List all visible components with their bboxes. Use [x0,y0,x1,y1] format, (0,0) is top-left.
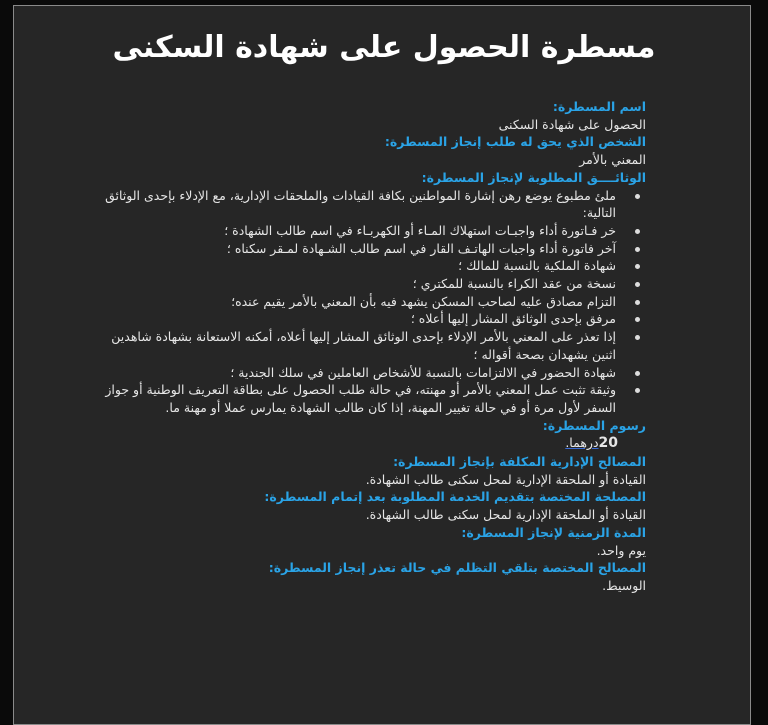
service-delivery-label: المصلحة المختصة بتقديم الخدمة المطلوبة بعد إتمام المسطرة: [264,489,646,505]
complaints-value: الوسيط. [602,577,646,593]
admin-services-label: المصالح الإدارية المكلفة بإنجاز المسطرة: [393,454,646,470]
fees-value [86,434,646,453]
list-item: ملئ مطبوع يوضع رهن إشارة المواطنين بكافة القيادات والملحقات الإدارية، مع الإدلاء بإحدى الوثائق التالية: [86,187,616,222]
fee-unit: درهما. [565,435,599,451]
procedure-name-label: اسم المسطرة: [552,99,646,114]
page-title: مسطرة الحصول على شهادة السكنى [112,30,656,65]
list-item: آخر فاتورة أداء واجبات الهاتـف القار في اسم طالب الشـهادة لمـقر سكناه ؛ [86,240,616,258]
complaints-label: المصالح المختصة بتلقي التظلم في حالة تعذر إنجاز المسطرة: [268,560,646,576]
required-documents-label: الوثائــــق المطلوبة لإنجاز المسطرة: [421,169,646,185]
required-documents-list [86,187,646,417]
fee-amount: 20 [598,435,618,452]
eligible-person-label: الشخص الذي يحق له طلب إنجاز المسطرة: [384,134,646,150]
eligible-person-value: المعني بالأمر [579,152,646,168]
list-item: نسخة من عقد الكراء بالنسبة للمكتري ؛ [86,275,616,293]
list-item: شهادة الحضور في الالتزامات بالنسبة للأشخاص العاملين في سلك الجندية ؛ [86,364,616,382]
procedure-name-value: الحصول على شهادة السكنى [498,116,646,132]
duration-value: يوم واحد. [596,542,646,558]
fees-label: رسوم المسطرة: [542,417,646,433]
list-item: وثيقة تثبت عمل المعني بالأمر أو مهنته، في حالة طلب الحصول على بطاقة التعريف الوطنية أو جواز السفر لأول مرة أو في حالة تغيير المهنة، إذا كان طالب الشهادة يمارس عملا أو مهنة ما. [86,381,616,416]
list-item: شهادة الملكية بالنسبة للمالك ؛ [86,257,616,275]
list-item: خر فـاتورة أداء واجبـات استهلاك المـاء أو الكهربـاء في اسم طالب الشهادة ؛ [86,222,616,240]
duration-label: المدة الزمنية لإنجاز المسطرة: [461,524,646,540]
list-item: التزام مصادق عليه لصاحب المسكن يشهد فيه بأن المعني بالأمر يقيم عنده؛ [86,293,616,311]
document-panel [13,5,751,725]
procedure-content [86,98,646,595]
list-item: مرفق بإحدى الوثائق المشار إليها أعلاه ؛ [86,310,616,328]
admin-services-value: القيادة أو الملحقة الإدارية لمحل سكنى طالب الشهادة. [365,471,646,487]
list-item: إذا تعذر على المعني بالأمر الإدلاء بإحدى الوثائق المشار إليها أعلاه، أمكنه الاستعانة بشهادة شاهدين اثنين يشهدان بصحة أقواله ؛ [86,328,616,363]
service-delivery-value: القيادة أو الملحقة الإدارية لمحل سكنى طالب الشهادة. [365,507,646,523]
